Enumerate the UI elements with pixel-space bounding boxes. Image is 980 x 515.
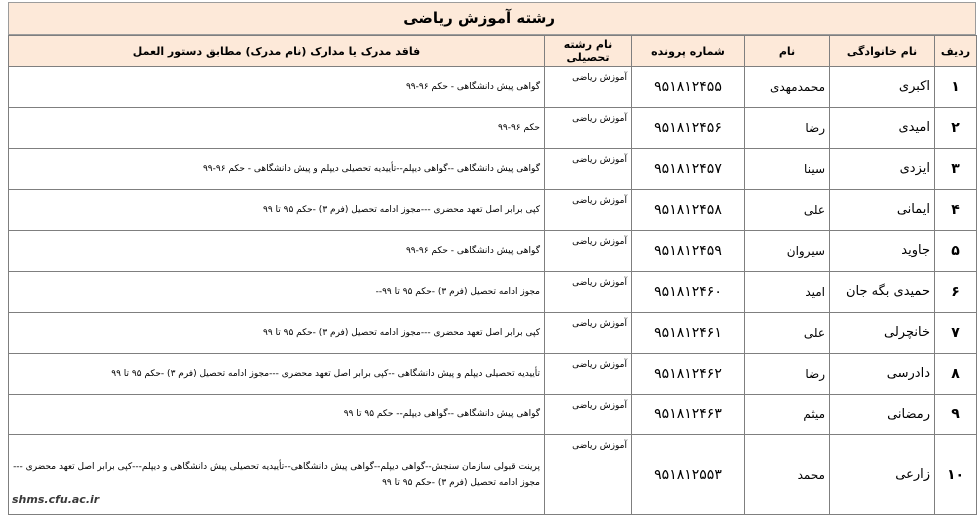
family-name-cell: اکبری: [830, 67, 935, 108]
family-name-cell: دادرسی: [830, 353, 935, 394]
field-cell: آموزش ریاضی: [545, 107, 632, 148]
table-row: [9, 271, 977, 312]
table-row: [9, 312, 977, 353]
header-missing-docs: فاقد مدرک یا مدارک (نام مدرک) مطابق دستور العمل: [9, 36, 545, 67]
file-number-cell: ۹۵۱۸۱۲۵۵۳: [632, 435, 745, 515]
first-name-cell: میثم: [745, 394, 830, 435]
row-number-cell: ۴: [935, 189, 977, 230]
row-number-cell: ۳: [935, 148, 977, 189]
row-number-cell: ۲: [935, 107, 977, 148]
file-number-cell: ۹۵۱۸۱۲۴۶۲: [632, 353, 745, 394]
first-name-cell: رضا: [745, 353, 830, 394]
header-first-name: نام: [745, 36, 830, 67]
field-cell: آموزش ریاضی: [545, 67, 632, 108]
students-table: [8, 35, 977, 515]
row-number-cell: ۶: [935, 271, 977, 312]
title-bar: [8, 2, 976, 35]
first-name-cell: علی: [745, 312, 830, 353]
field-cell: آموزش ریاضی: [545, 271, 632, 312]
file-number-cell: ۹۵۱۸۱۲۴۵۸: [632, 189, 745, 230]
file-number-cell: ۹۵۱۸۱۲۴۵۹: [632, 230, 745, 271]
missing-docs-cell: تأییدیه تحصیلی دیپلم و پیش دانشگاهی --کپی برابر اصل تعهد محضری ---مجوز ادامه تحصیل (فرم ۳) -حکم ۹۵ تا ۹۹: [9, 353, 545, 394]
header-row-number: ردیف: [935, 36, 977, 67]
first-name-cell: محمد: [745, 435, 830, 515]
file-number-cell: ۹۵۱۸۱۲۴۵۶: [632, 107, 745, 148]
family-name-cell: ایزدی: [830, 148, 935, 189]
family-name-cell: امیدی: [830, 107, 935, 148]
family-name-cell: جاوید: [830, 230, 935, 271]
first-name-cell: رضا: [745, 107, 830, 148]
table-row: [9, 148, 977, 189]
file-number-cell: ۹۵۱۸۱۲۴۵۷: [632, 148, 745, 189]
missing-docs-cell: حکم ۹۶-۹۹: [9, 107, 545, 148]
row-number-cell: ۵: [935, 230, 977, 271]
field-cell: آموزش ریاضی: [545, 312, 632, 353]
missing-docs-cell: پرینت قبولی سازمان سنجش--گواهی دیپلم--گواهی پیش دانشگاهی--تأییدیه تحصیلی پیش دانشگاهی و دیپلم---کپی برابر اصل تعهد محضری ---مجوز ادامه تحصیل (فرم ۳) -حکم ۹۵ تا ۹۹: [9, 435, 545, 515]
field-cell: آموزش ریاضی: [545, 353, 632, 394]
table-row: [9, 67, 977, 108]
file-number-cell: ۹۵۱۸۱۲۴۶۰: [632, 271, 745, 312]
field-cell: آموزش ریاضی: [545, 394, 632, 435]
first-name-cell: علی: [745, 189, 830, 230]
table-body: [9, 67, 977, 515]
family-name-cell: زارعی: [830, 435, 935, 515]
row-number-cell: ۹: [935, 394, 977, 435]
first-name-cell: سیروان: [745, 230, 830, 271]
table-row: [9, 353, 977, 394]
family-name-cell: رمضانی: [830, 394, 935, 435]
field-cell: آموزش ریاضی: [545, 435, 632, 515]
missing-docs-cell: گواهی پیش دانشگاهی --گواهی دیپلم--تأییدیه تحصیلی دیپلم و پیش دانشگاهی - حکم ۹۶-۹۹: [9, 148, 545, 189]
table-row: [9, 107, 977, 148]
family-name-cell: حمیدی بگه جان: [830, 271, 935, 312]
file-number-cell: ۹۵۱۸۱۲۴۵۵: [632, 67, 745, 108]
missing-docs-cell: گواهی پیش دانشگاهی - حکم ۹۶-۹۹: [9, 67, 545, 108]
first-name-cell: سینا: [745, 148, 830, 189]
missing-docs-cell: مجوز ادامه تحصیل (فرم ۳) -حکم ۹۵ تا ۹۹--: [9, 271, 545, 312]
row-number-cell: ۸: [935, 353, 977, 394]
first-name-cell: امید: [745, 271, 830, 312]
first-name-cell: محمدمهدی: [745, 67, 830, 108]
field-cell: آموزش ریاضی: [545, 148, 632, 189]
file-number-cell: ۹۵۱۸۱۲۴۶۳: [632, 394, 745, 435]
header-family-name: نام خانوادگی: [830, 36, 935, 67]
table-row: [9, 435, 977, 515]
missing-docs-cell: گواهی پیش دانشگاهی --گواهی دیپلم-- حکم ۹۵ تا ۹۹: [9, 394, 545, 435]
field-cell: آموزش ریاضی: [545, 189, 632, 230]
header-file-number: شماره پرونده: [632, 36, 745, 67]
row-number-cell: ۷: [935, 312, 977, 353]
watermark-credit: shms.cfu.ac.ir: [12, 493, 100, 506]
row-number-cell: ۱: [935, 67, 977, 108]
family-name-cell: ایمانی: [830, 189, 935, 230]
header-field: نام رشته تحصیلی: [545, 36, 632, 67]
row-number-cell: ۱۰: [935, 435, 977, 515]
header-row: [9, 36, 977, 67]
family-name-cell: خانچرلی: [830, 312, 935, 353]
field-cell: آموزش ریاضی: [545, 230, 632, 271]
missing-docs-cell: کپی برابر اصل تعهد محضری ---مجوز ادامه تحصیل (فرم ۳) -حکم ۹۵ تا ۹۹: [9, 189, 545, 230]
table-row: [9, 394, 977, 435]
table-row: [9, 189, 977, 230]
sheet-title: رشته آموزش ریاضی: [403, 9, 555, 27]
missing-docs-cell: کپی برابر اصل تعهد محضری ---مجوز ادامه تحصیل (فرم ۳) -حکم ۹۵ تا ۹۹: [9, 312, 545, 353]
file-number-cell: ۹۵۱۸۱۲۴۶۱: [632, 312, 745, 353]
missing-docs-cell: گواهی پیش دانشگاهی - حکم ۹۶-۹۹: [9, 230, 545, 271]
table-row: [9, 230, 977, 271]
